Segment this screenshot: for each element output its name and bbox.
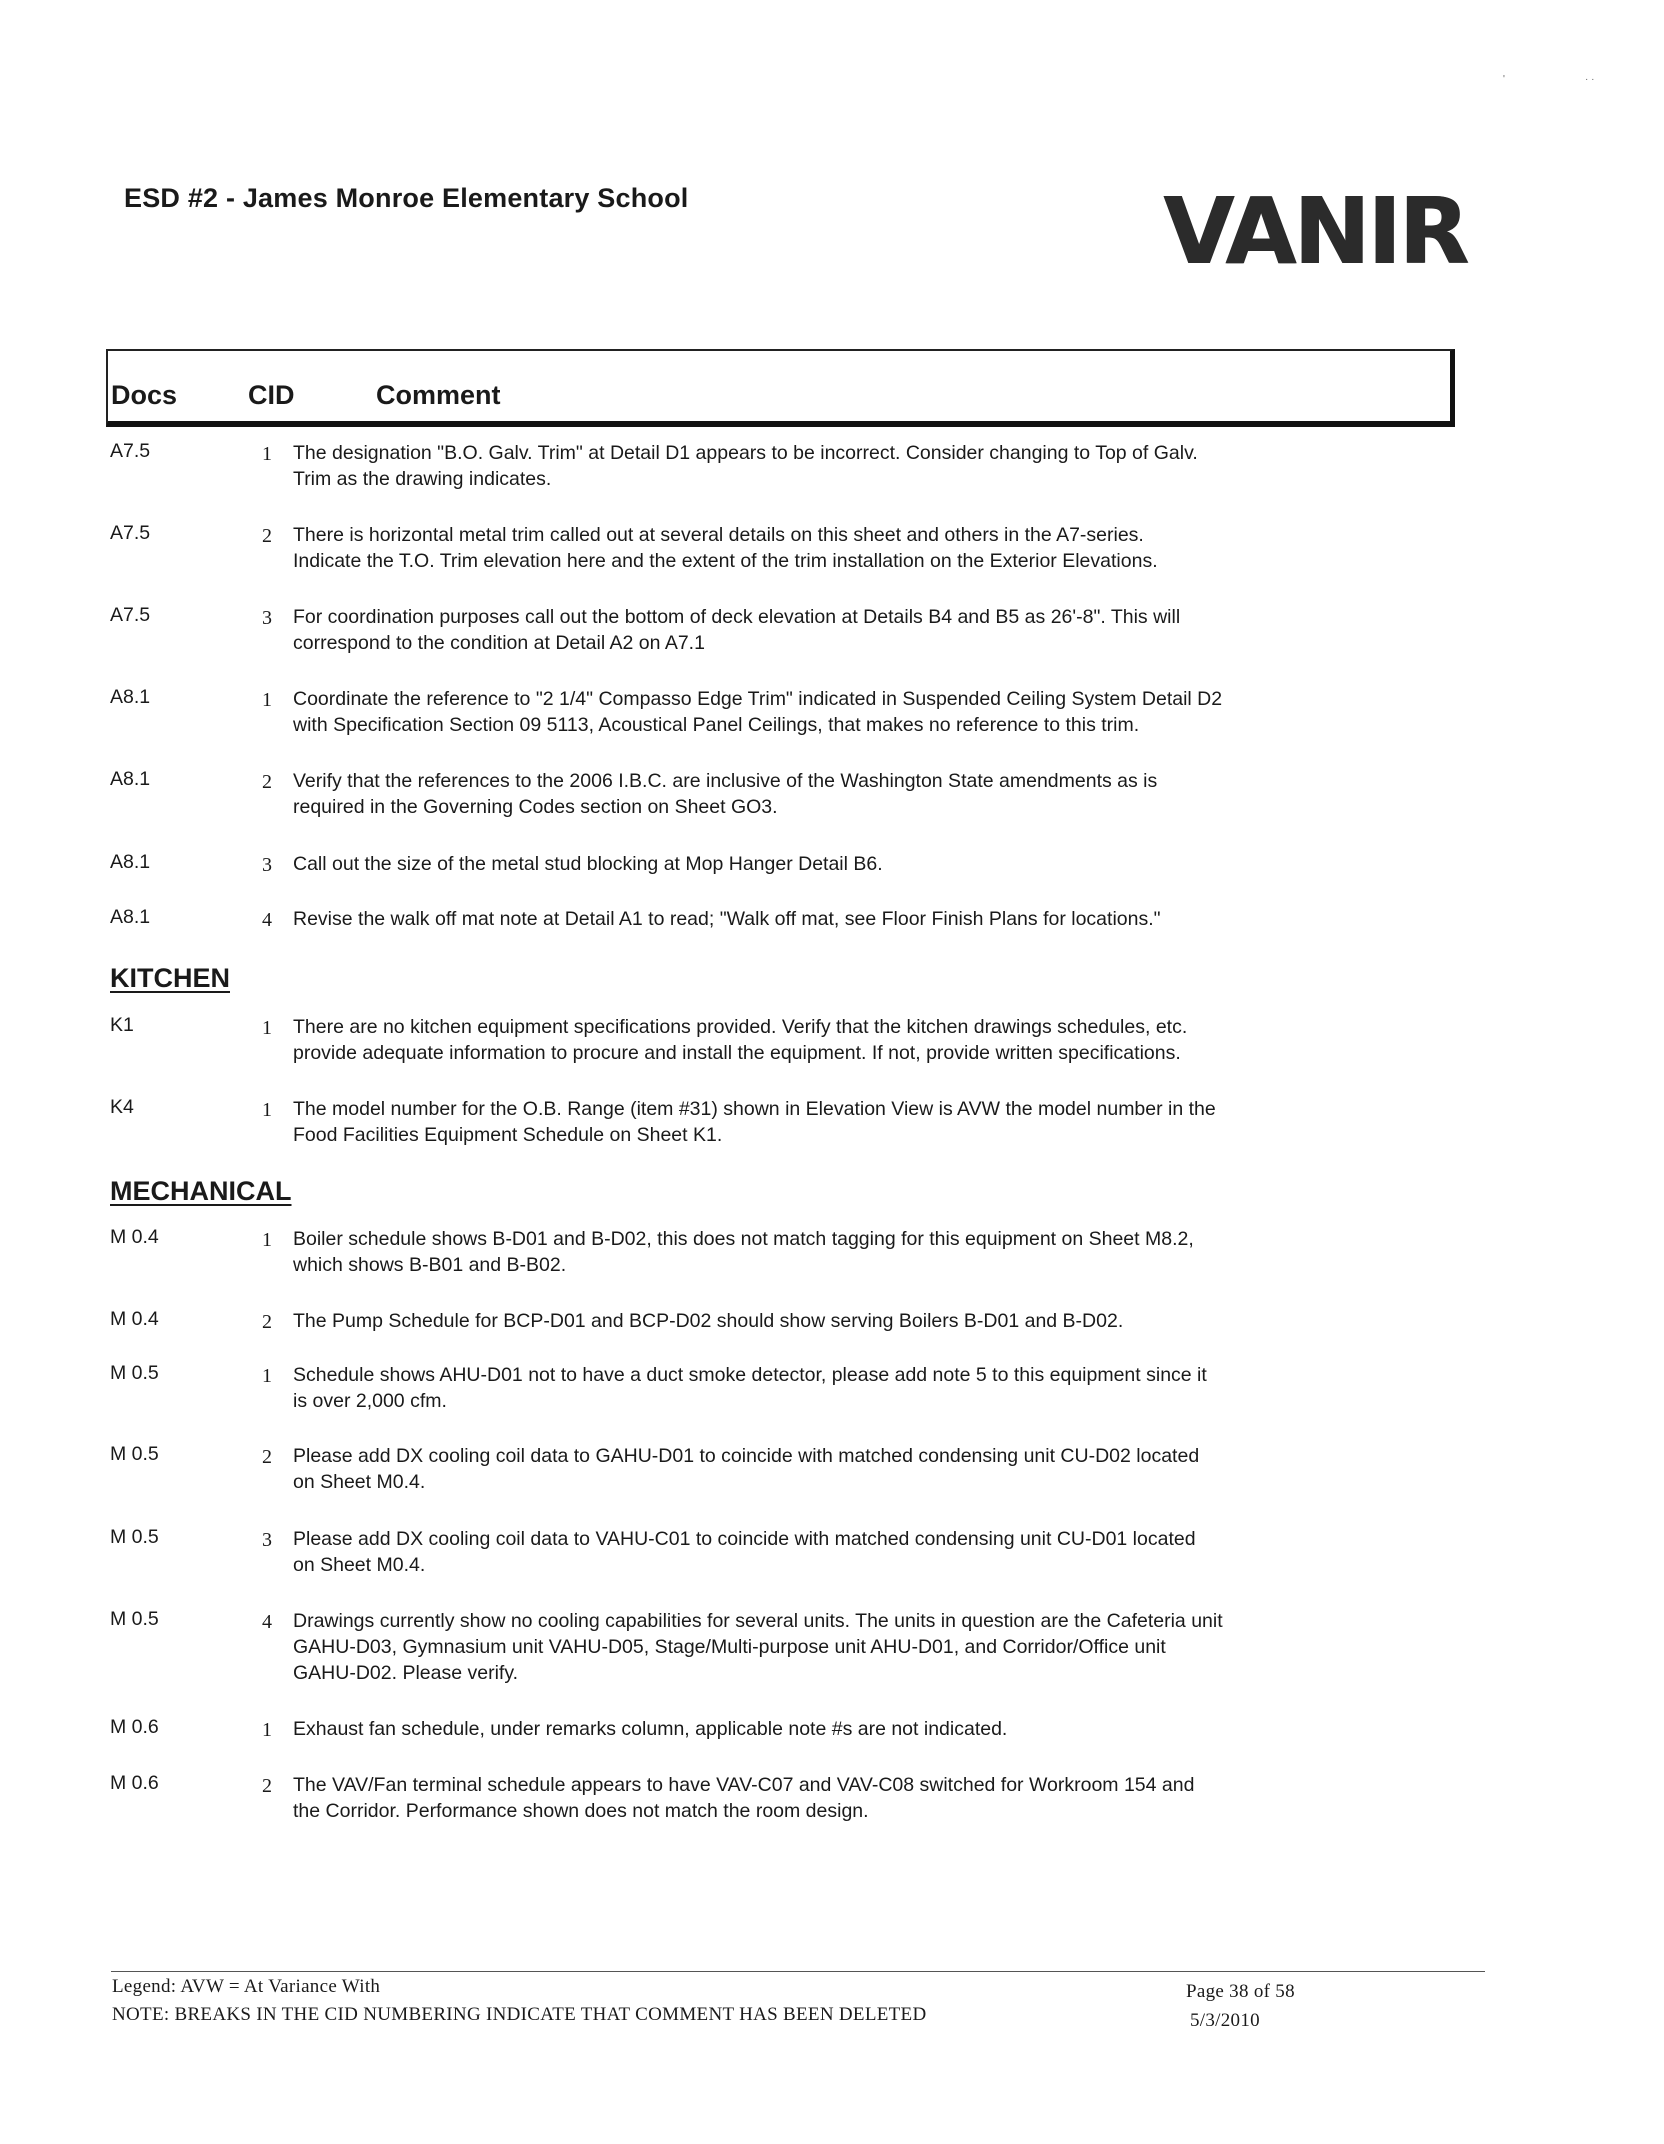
cid-number: 1 xyxy=(262,1017,272,1039)
doc-ref: A7.5 xyxy=(110,440,151,462)
comment-line: GAHU-D03, Gymnasium unit VAHU-D05, Stage/Multi-purpose unit AHU-D01, and Corridor/Office unit xyxy=(293,1636,1166,1658)
cid-number: 4 xyxy=(262,1611,272,1633)
cid-number: 1 xyxy=(262,1365,272,1387)
footer-legend: Legend: AVW = At Variance With xyxy=(112,1976,381,1997)
doc-ref: A8.1 xyxy=(110,906,151,928)
table-header-box xyxy=(106,349,1455,427)
doc-ref: K4 xyxy=(110,1096,134,1118)
comment-line: Exhaust fan schedule, under remarks column, applicable note #s are not indicated. xyxy=(293,1718,1008,1740)
cid-number: 2 xyxy=(262,1446,272,1468)
comment-line: GAHU-D02. Please verify. xyxy=(293,1662,519,1684)
footer-date: 5/3/2010 xyxy=(1190,2010,1260,2031)
page-number: Page 38 of 58 xyxy=(1186,1981,1295,2002)
cid-number: 2 xyxy=(262,771,272,793)
header-docs: Docs xyxy=(111,380,178,410)
comment-text xyxy=(293,851,1353,877)
doc-ref: K1 xyxy=(110,1014,134,1036)
footer-rule xyxy=(111,1971,1485,1972)
comment-text xyxy=(293,1716,1353,1742)
cid-number: 1 xyxy=(262,1229,272,1251)
doc-ref: A8.1 xyxy=(110,768,151,790)
comment-text xyxy=(293,1608,1353,1686)
comment-line: The VAV/Fan terminal schedule appears to have VAV-C07 and VAV-C08 switched for Workroom 154 and xyxy=(293,1774,1195,1796)
comment-line: For coordination purposes call out the bottom of deck elevation at Details B4 and B5 as 26'-8". This will xyxy=(293,606,1181,628)
comment-text xyxy=(293,906,1353,932)
comment-line: is over 2,000 cfm. xyxy=(293,1390,447,1412)
cid-number: 2 xyxy=(262,1775,272,1797)
cid-number: 1 xyxy=(262,1099,272,1121)
comment-line: The Pump Schedule for BCP-D01 and BCP-D02 should show serving Boilers B-D01 and B-D02. xyxy=(293,1310,1124,1332)
cid-number: 1 xyxy=(262,1719,272,1741)
scan-mark: ' xyxy=(1503,74,1505,85)
cid-number: 2 xyxy=(262,1311,272,1333)
cid-number: 4 xyxy=(262,909,272,931)
comment-line: Please add DX cooling coil data to GAHU-D01 to coincide with matched condensing unit CU-D02 located xyxy=(293,1445,1200,1467)
doc-ref: A8.1 xyxy=(110,686,151,708)
comment-line: Coordinate the reference to "2 1/4" Compasso Edge Trim" indicated in Suspended Ceiling System Detail D2 xyxy=(293,688,1223,710)
doc-ref: M 0.5 xyxy=(110,1608,159,1630)
comment-line: There is horizontal metal trim called out at several details on this sheet and others in the A7-series. xyxy=(293,524,1144,546)
comment-text xyxy=(293,1526,1353,1578)
comment-line: the Corridor. Performance shown does not match the room design. xyxy=(293,1800,869,1822)
comment-line: on Sheet M0.4. xyxy=(293,1554,426,1576)
comment-line: Verify that the references to the 2006 I.B.C. are inclusive of the Washington State amendments as is xyxy=(293,770,1158,792)
comment-text xyxy=(293,1096,1353,1148)
comment-line: There are no kitchen equipment specifications provided. Verify that the kitchen drawings schedules, etc. xyxy=(293,1016,1188,1038)
doc-ref: M 0.6 xyxy=(110,1716,159,1738)
doc-ref: M 0.4 xyxy=(110,1308,159,1330)
comment-line: Food Facilities Equipment Schedule on Sheet K1. xyxy=(293,1124,723,1146)
cid-number: 2 xyxy=(262,525,272,547)
comment-line: Trim as the drawing indicates. xyxy=(293,468,552,490)
comment-line: Please add DX cooling coil data to VAHU-C01 to coincide with matched condensing unit CU-D01 located xyxy=(293,1528,1196,1550)
doc-ref: M 0.5 xyxy=(110,1526,159,1548)
comment-text xyxy=(293,1014,1353,1066)
comment-line: with Specification Section 09 5113, Acoustical Panel Ceilings, that makes no reference to this trim. xyxy=(293,714,1140,736)
comment-text xyxy=(293,1362,1353,1414)
scan-mark: · · xyxy=(1585,74,1595,85)
cid-number: 3 xyxy=(262,854,272,876)
section-heading-mechanical: MECHANICAL xyxy=(110,1176,292,1206)
comment-text xyxy=(293,440,1353,492)
comment-line: Revise the walk off mat note at Detail A1 to read; "Walk off mat, see Floor Finish Plans for locations." xyxy=(293,908,1161,930)
comment-line: correspond to the condition at Detail A2 on A7.1 xyxy=(293,632,705,654)
comment-line: required in the Governing Codes section on Sheet GO3. xyxy=(293,796,778,818)
comment-text xyxy=(293,522,1353,574)
comment-text xyxy=(293,1226,1353,1278)
comment-text xyxy=(293,604,1353,656)
vanir-logo: VANIR xyxy=(1163,178,1467,285)
comment-line: The designation "B.O. Galv. Trim" at Detail D1 appears to be incorrect. Consider changing to Top of Galv. xyxy=(293,442,1198,464)
comment-line: Schedule shows AHU-D01 not to have a duct smoke detector, please add note 5 to this equipment since it xyxy=(293,1364,1207,1386)
comment-line: on Sheet M0.4. xyxy=(293,1471,426,1493)
cid-number: 1 xyxy=(262,689,272,711)
cid-number: 3 xyxy=(262,607,272,629)
comment-line: Indicate the T.O. Trim elevation here and the extent of the trim installation on the Exterior Elevations. xyxy=(293,550,1158,572)
cid-number: 3 xyxy=(262,1529,272,1551)
doc-ref: A8.1 xyxy=(110,851,151,873)
comment-line: Boiler schedule shows B-D01 and B-D02, this does not match tagging for this equipment on Sheet M8.2, xyxy=(293,1228,1194,1250)
comment-text xyxy=(293,1443,1353,1495)
doc-ref: M 0.6 xyxy=(110,1772,159,1794)
doc-ref: M 0.5 xyxy=(110,1362,159,1384)
doc-ref: A7.5 xyxy=(110,522,151,544)
header-comment: Comment xyxy=(376,380,501,410)
header-cid: CID xyxy=(248,380,295,410)
comment-line: The model number for the O.B. Range (item #31) shown in Elevation View is AVW the model number in the xyxy=(293,1098,1216,1120)
doc-ref: A7.5 xyxy=(110,604,151,626)
comment-line: which shows B-B01 and B-B02. xyxy=(293,1254,567,1276)
doc-ref: M 0.5 xyxy=(110,1443,159,1465)
comment-text xyxy=(293,1772,1353,1824)
comment-text xyxy=(293,686,1353,738)
cid-number: 1 xyxy=(262,443,272,465)
comment-text xyxy=(293,768,1353,820)
footer-note: NOTE: BREAKS IN THE CID NUMBERING INDICATE THAT COMMENT HAS BEEN DELETED xyxy=(112,2004,927,2025)
comment-line: Drawings currently show no cooling capabilities for several units. The units in question are the Cafeteria unit xyxy=(293,1610,1223,1632)
section-heading-kitchen: KITCHEN xyxy=(110,963,230,993)
comment-line: provide adequate information to procure and install the equipment. If not, provide written specifications. xyxy=(293,1042,1181,1064)
doc-ref: M 0.4 xyxy=(110,1226,159,1248)
comment-text xyxy=(293,1308,1353,1334)
document-title: ESD #2 - James Monroe Elementary School xyxy=(124,183,689,213)
comment-line: Call out the size of the metal stud blocking at Mop Hanger Detail B6. xyxy=(293,853,883,875)
